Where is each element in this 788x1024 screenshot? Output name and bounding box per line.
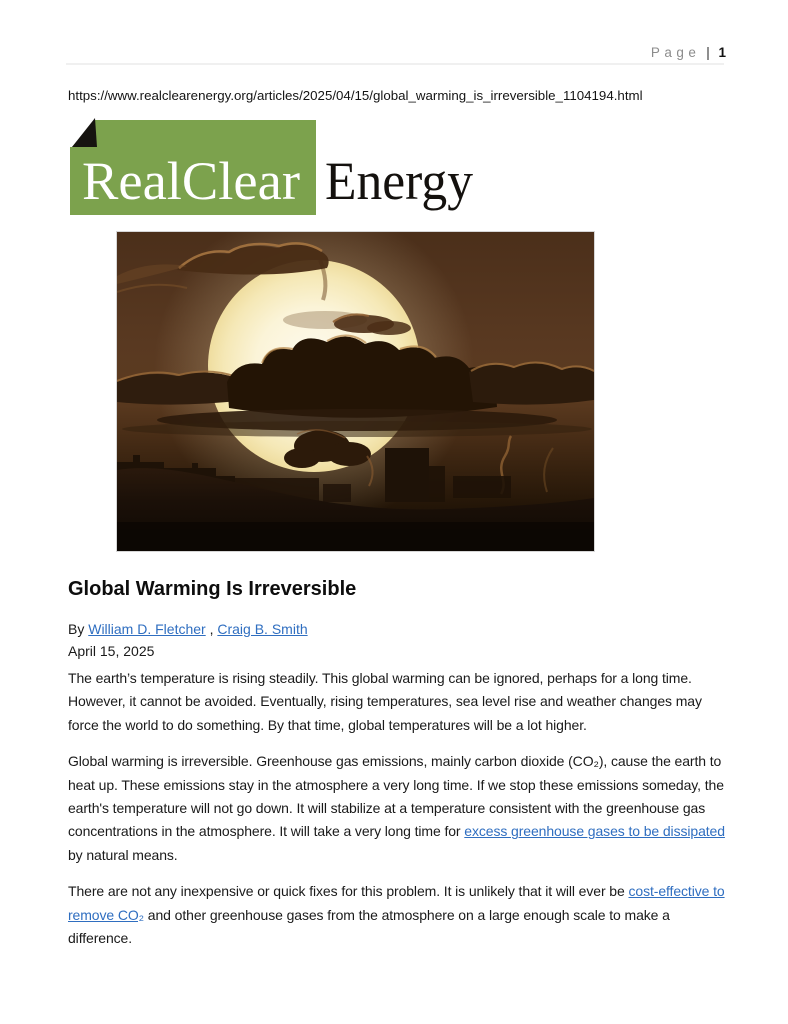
author-link[interactable]: Craig B. Smith — [217, 621, 308, 637]
byline-prefix: By — [68, 621, 89, 637]
article-paragraph — [68, 750, 728, 867]
article-paragraph — [68, 880, 728, 950]
paragraph-text: by natural means. — [68, 846, 178, 863]
logo-suffix-text: Energy — [325, 151, 473, 211]
article-date: April 15, 2025 — [68, 643, 155, 659]
author-link[interactable]: William D. Fletcher — [88, 621, 206, 637]
page-header-separator: | — [706, 45, 710, 60]
logo-brand-text: RealClear — [82, 151, 301, 211]
paragraph-text: The earth’s temperature is rising steadily. This global warming can be ignored, perhaps for a long time. However, it cannot be avoided. Eventually, rising temperatures, sea level rise and weather changes may force the world to do something. By that time, global temperatures will be a lot higher. — [68, 670, 702, 733]
logo-block — [68, 116, 478, 216]
page-header-number: 1 — [718, 45, 726, 60]
paragraph-text: There are not any inexpensive or quick fixes for this problem. It is unlikely that it will ever be — [68, 883, 629, 900]
article-body — [68, 667, 728, 963]
byline-separator: , — [205, 621, 218, 637]
page-header-label: Page — [650, 45, 701, 60]
article-photo — [116, 231, 595, 552]
header-rule — [66, 63, 724, 65]
realclear-energy-logo — [68, 116, 478, 216]
paragraph-text: Global warming is irreversible. Greenhouse gas emissions, mainly carbon dioxide (CO₂), cause the earth to heat up. These emissions stay in the atmosphere a very long time. If we stop these emissions someday, the earth's temperature will not go down. It will stabilize at a temperature consistent with the greenhouse gas concentrations in the atmosphere. It will take a very long time for — [68, 753, 724, 840]
inline-link[interactable]: excess greenhouse gases to be dissipated — [464, 823, 725, 840]
article-byline — [68, 619, 308, 639]
sunset-photo — [117, 232, 594, 551]
article-title: Global Warming Is Irreversible — [68, 578, 357, 600]
source-url: https://www.realclearenergy.org/articles/2025/04/15/global_warming_is_irreversible_1104194.html — [68, 88, 643, 103]
page-header — [651, 45, 726, 60]
article-paragraph — [68, 667, 728, 737]
paragraph-text: and other greenhouse gases from the atmosphere on a large enough scale to make a difference. — [68, 906, 670, 947]
inline-link[interactable]: cost-effective to remove CO₂ — [68, 883, 725, 923]
